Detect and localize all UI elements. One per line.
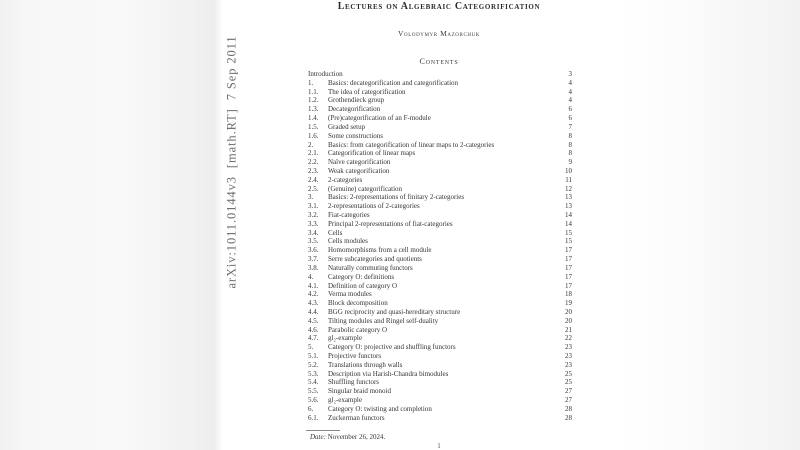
toc-entry (308, 370, 572, 379)
toc-entry (308, 70, 572, 79)
toc-entry (308, 308, 572, 317)
toc-entry (308, 361, 572, 370)
toc-entry-number: 4.1. (308, 281, 319, 290)
toc-entry-title: Cells (328, 228, 343, 237)
toc-entry-title: Shuffling functors (328, 378, 380, 387)
toc-entry-title: gl₂-example (328, 396, 362, 405)
toc-entry-title: 2-representations of 2-categories (328, 202, 420, 211)
toc-entry (308, 132, 572, 141)
footnote-rule (306, 430, 340, 431)
toc-entry-number: 2.4. (308, 175, 319, 184)
toc-entry-title: The idea of categorification (328, 87, 406, 96)
toc-entry-page: 20 (565, 307, 572, 316)
toc-entry-title: BGG reciprocity and quasi-hereditary structure (328, 307, 461, 316)
toc-entry-number: 4.6. (308, 325, 319, 334)
toc-entry (308, 220, 572, 229)
toc-entry-title: Verma modules (328, 290, 372, 299)
toc-entry-title: Category O: twisting and completion (328, 404, 432, 413)
toc-entry-number: 4.3. (308, 299, 319, 308)
toc-entry-page: 15 (565, 237, 572, 246)
toc-entry-title: Decategorification (328, 105, 381, 114)
toc-entry (308, 290, 572, 299)
toc-entry (308, 88, 572, 97)
toc-entry-number: 2. (308, 140, 314, 149)
toc-entry (308, 211, 572, 220)
toc-entry (308, 378, 572, 387)
toc-entry (308, 202, 572, 211)
toc-entry-number: 1.3. (308, 105, 319, 114)
toc-entry-title: Parabolic category O (328, 325, 388, 334)
toc-entry (308, 405, 572, 414)
toc-entry-number: 3.3. (308, 219, 319, 228)
toc-entry-page: 23 (565, 343, 572, 352)
toc-entry-page: 8 (568, 131, 572, 140)
toc-entry (308, 334, 572, 343)
toc-entry-number: 4.7. (308, 334, 319, 343)
toc-entry-number: 5.5. (308, 387, 319, 396)
toc-entry-page: 20 (565, 316, 572, 325)
toc-entry-page: 17 (565, 263, 572, 272)
toc-entry-title: Serre subcategories and quotients (328, 255, 422, 264)
toc-entry-page: 17 (565, 281, 572, 290)
toc-entry-title: Block decomposition (328, 299, 388, 308)
toc-entry (308, 149, 572, 158)
toc-entry (308, 396, 572, 405)
toc-entry-number: 1.6. (308, 131, 319, 140)
toc-entry-page: 4 (568, 87, 572, 96)
toc-entry-page: 10 (565, 166, 572, 175)
toc-entry-title: Grothendieck group (328, 96, 385, 105)
toc-entry (308, 79, 572, 88)
toc-entry-page: 15 (565, 228, 572, 237)
toc-entry (308, 167, 572, 176)
date-label: Date: (310, 433, 326, 441)
toc-entry-number: 1.5. (308, 122, 319, 131)
toc-entry (308, 237, 572, 246)
toc-entry-title: Basics: from categorification of linear maps to 2-categories (328, 140, 495, 149)
toc-entry-page: 8 (568, 149, 572, 158)
toc-entry-page: 6 (568, 105, 572, 114)
toc-entry-page: 11 (565, 175, 572, 184)
toc-entry (308, 246, 572, 255)
toc-entry-page: 23 (565, 360, 572, 369)
toc-entry-page: 4 (568, 78, 572, 87)
toc-entry (308, 352, 572, 361)
toc-entry-number: 3. (308, 193, 314, 202)
toc-entry-title: Categorification of linear maps (328, 149, 416, 158)
toc-entry-number: 5.3. (308, 369, 319, 378)
toc-entry-number: 2.3. (308, 166, 319, 175)
toc-entry-title: Homomorphisms from a cell module (328, 246, 432, 255)
toc-entry (308, 317, 572, 326)
toc-entry-title: Basics: decategorification and categorification (328, 78, 459, 87)
toc-entry-page: 13 (565, 193, 572, 202)
toc-entry-page: 21 (565, 325, 572, 334)
toc-entry-number: 5.2. (308, 360, 319, 369)
toc-entry-page: 13 (565, 202, 572, 211)
toc-entry-number: 1.2. (308, 96, 319, 105)
toc-entry-page: 6 (568, 114, 572, 123)
toc-entry-title: Definition of category O (328, 281, 398, 290)
toc-entry (308, 123, 572, 132)
toc-entry-page: 22 (565, 334, 572, 343)
toc-entry-page: 23 (565, 352, 572, 360)
toc-entry-page: 18 (565, 290, 572, 299)
toc-entry-number: 3.5. (308, 237, 319, 246)
date-value: November 26, 2024. (327, 433, 386, 441)
toc-entry-number: 6. (308, 404, 314, 413)
toc-entry-number: 1.4. (308, 114, 319, 123)
toc-entry-title: Weak categorification (328, 166, 390, 175)
toc-entry (308, 299, 572, 308)
toc-entry-title: Singular braid monoid (328, 387, 391, 396)
toc-entry-number: 2.1. (308, 149, 319, 158)
toc-entry-number: 6.1. (308, 413, 319, 422)
toc-entry-page: 4 (568, 96, 572, 105)
toc-entry (308, 414, 572, 423)
toc-entry (308, 114, 572, 123)
toc-entry-number: 3.4. (308, 228, 319, 237)
toc-entry (308, 326, 572, 335)
toc-entry-number: 4. (308, 272, 314, 281)
toc-entry-page: 17 (565, 246, 572, 255)
toc-entry-title: Zuckerman functors (328, 413, 385, 422)
contents-heading: Contents (419, 57, 459, 66)
toc-entry-number: 5.1. (308, 352, 319, 360)
toc-entry-number: 1. (308, 78, 314, 87)
paper-title: Lectures on Algebraic Categorification (337, 1, 541, 12)
toc-entry (308, 273, 572, 282)
table-of-contents (308, 70, 572, 423)
toc-entry-page: 28 (565, 413, 572, 422)
toc-entry-title: Projective functors (328, 352, 382, 360)
toc-entry-number: 4.4. (308, 307, 319, 316)
toc-entry-title: Tilting modules and Ringel self-duality (328, 316, 439, 325)
toc-entry (308, 193, 572, 202)
toc-entry-page: 27 (565, 396, 572, 405)
toc-entry-number: 3.7. (308, 255, 319, 264)
toc-entry-number: 5.4. (308, 378, 319, 387)
toc-entry-page: 8 (568, 140, 572, 149)
toc-entry-title: Description via Harish-Chandra bimodules (328, 369, 449, 378)
toc-entry-number: 2.2. (308, 158, 319, 167)
toc-entry-page: 17 (565, 255, 572, 264)
paper-author: Volodymyr Mazorchuk (397, 29, 481, 38)
toc-entry-title: Translations through walls (328, 360, 403, 369)
toc-entry-page: 9 (568, 158, 572, 167)
toc-entry-page: 25 (565, 378, 572, 387)
toc-entry (308, 343, 572, 352)
toc-entry-title: Introduction (308, 70, 343, 78)
toc-entry-page: 19 (565, 299, 572, 308)
toc-entry-number: 3.2. (308, 211, 319, 219)
toc-entry-title: 2-categories (328, 175, 363, 184)
toc-entry (308, 176, 572, 185)
toc-entry-page: 7 (568, 122, 572, 131)
toc-entry-title: Some constructions (328, 131, 384, 140)
toc-entry-page: 28 (565, 404, 572, 413)
toc-entry-page: 25 (565, 369, 572, 378)
toc-entry-page: 27 (565, 387, 572, 396)
toc-entry (308, 141, 572, 150)
toc-entry-page: 17 (565, 272, 572, 281)
toc-entry (308, 255, 572, 264)
toc-entry-number: 3.6. (308, 246, 319, 255)
toc-entry-title: Basics: 2-representations of finitary 2-categories (328, 193, 465, 202)
toc-entry-title: Graded setup (328, 122, 366, 131)
toc-entry-number: 1.1. (308, 87, 319, 96)
toc-entry-number: 4.2. (308, 290, 319, 299)
toc-entry (308, 264, 572, 273)
toc-entry (308, 282, 572, 291)
toc-entry (308, 387, 572, 396)
toc-entry-title: Fiat-categories (328, 211, 370, 219)
toc-entry (308, 185, 572, 194)
toc-entry-title: Naïve categorification (328, 158, 391, 167)
toc-entry-page: 12 (565, 184, 572, 193)
toc-entry-title: Cells modules (328, 237, 368, 246)
toc-entry-title: (Pre)categorification of an F-module (328, 114, 431, 123)
toc-entry-title: Category O: definitions (328, 272, 395, 281)
page-content (306, 0, 572, 450)
toc-entry-title: gl₂-example (328, 334, 362, 343)
toc-entry-title: Principal 2-representations of fiat-categories (328, 219, 453, 228)
toc-entry-number: 5.6. (308, 396, 319, 405)
toc-entry-title: Category O: projective and shuffling functors (328, 343, 456, 352)
date-footnote (310, 433, 385, 441)
toc-entry (308, 229, 572, 238)
toc-entry-page: 3 (568, 70, 572, 78)
toc-entry (308, 158, 572, 167)
page-number: 1 (437, 442, 441, 450)
toc-entry-title: (Genuine) categorification (328, 184, 403, 193)
toc-entry-number: 2.5. (308, 184, 319, 193)
toc-entry-page: 14 (565, 219, 572, 228)
toc-entry-page: 14 (565, 211, 572, 219)
toc-entry-title: Naturally commuting functors (328, 263, 413, 272)
toc-entry-number: 3.1. (308, 202, 319, 211)
arxiv-watermark: arXiv:1011.0144v3 [math.RT] 7 Sep 2011 (224, 35, 239, 289)
toc-entry (308, 96, 572, 105)
toc-entry (308, 105, 572, 114)
toc-entry-number: 5. (308, 343, 314, 352)
toc-entry-number: 4.5. (308, 316, 319, 325)
toc-entry-number: 3.8. (308, 263, 319, 272)
